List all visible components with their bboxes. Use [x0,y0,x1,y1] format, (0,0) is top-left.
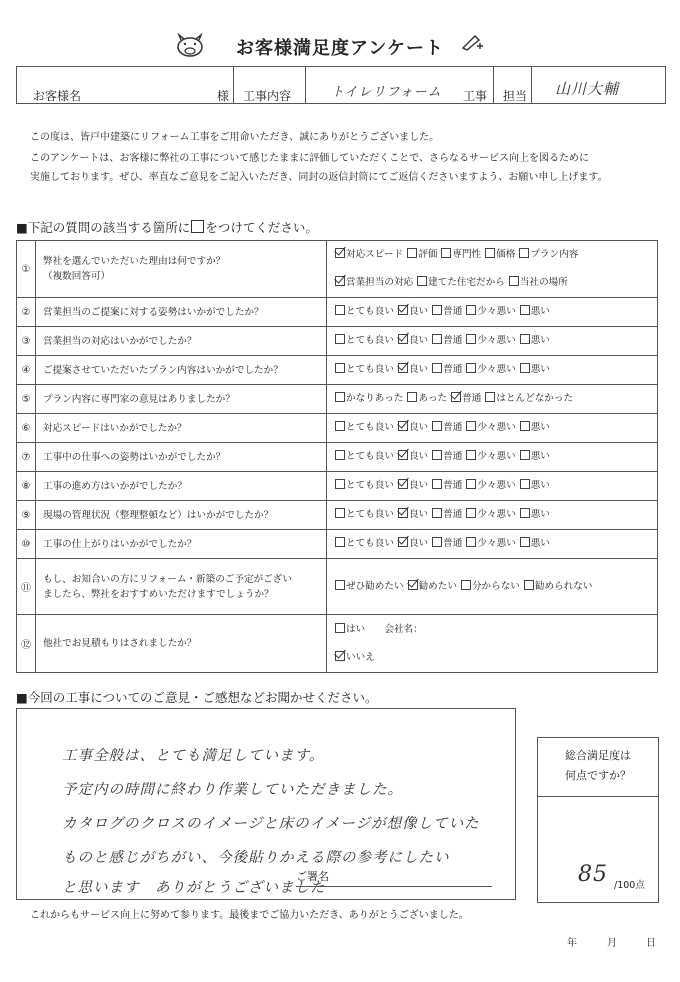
intro-line-2: このアンケートは、お客様に弊社の工事について感じたままに評価していただくことで、さらなるサービス向上を図るために [30,153,589,164]
question-row [17,298,658,327]
question-text-line: 対応スピードはいかがでしたか？ [43,422,187,434]
checkbox-icon[interactable] [466,537,476,547]
answer-option-label: 良い [408,451,429,462]
answer-option[interactable] [335,530,394,558]
date-day-label: 日 [646,938,656,949]
answer-option-label: かなりあった [346,393,404,404]
staff-label: 担当 [503,89,528,103]
checkbox-icon[interactable] [485,392,495,402]
answer-option[interactable] [432,414,462,442]
answer-option-label: 良い [408,306,429,317]
answer-option-label: 普通 [443,451,463,462]
answer-options [327,443,658,472]
checkbox-icon[interactable] [432,508,442,518]
question-text [36,385,327,414]
question-text-line: （複数回答可） [43,271,111,282]
checkbox-icon[interactable] [432,421,442,431]
answer-option[interactable] [398,356,428,384]
answer-option[interactable] [466,530,515,558]
answer-option[interactable] [335,298,394,326]
checkbox-icon[interactable] [417,276,427,286]
answer-option[interactable] [335,501,394,529]
answer-option-label: 専門性 [452,249,482,260]
answer-option[interactable] [335,356,394,384]
answer-option-label: とても良い [346,538,394,549]
answer-option-label: 普通 [443,422,463,433]
answer-option[interactable] [335,472,394,500]
answer-option[interactable] [461,573,520,601]
answer-option-label: プラン内容 [530,249,579,260]
answer-option[interactable] [466,443,515,471]
work-content-value: トイレリフォーム [331,85,442,100]
customer-name-label: お客様名 [33,89,82,103]
answer-option[interactable] [335,644,375,672]
answer-option[interactable] [466,327,515,355]
footer-thanks: これからもサービス向上に努めて参ります。最後までご協力いただき、ありがとうございました。 [30,910,469,921]
answer-options [327,356,658,385]
checkbox-icon[interactable] [466,508,476,518]
staff-name-value: 山川大輔 [555,80,620,98]
answer-option-label: 悪い [530,306,550,317]
answer-options [327,501,658,530]
checkbox-icon[interactable] [335,537,345,547]
answer-option-label: はい 会社名： [346,623,423,635]
answer-option[interactable] [509,269,568,297]
answer-option-label: 少々悪い [477,538,516,549]
checkbox-icon[interactable] [335,305,345,315]
answer-option-label: 普通 [443,538,463,549]
answer-option[interactable] [520,443,550,471]
question-row [17,414,658,443]
questions-table [16,240,658,673]
checkbox-icon[interactable] [335,479,345,489]
answer-option[interactable] [466,356,515,384]
answer-option[interactable] [451,385,481,413]
answer-option-label: いいえ [346,651,375,663]
answer-option-label: とても良い [346,306,394,317]
answer-option[interactable] [335,573,404,601]
answer-option-label: 勧められない [534,580,593,592]
checkbox-icon[interactable] [432,305,442,315]
checkbox-icon[interactable] [520,479,530,489]
checkbox-icon[interactable] [485,248,495,258]
answer-option-label: 少々悪い [477,480,516,491]
checkbox-icon[interactable] [520,334,530,344]
score-question-line-2: 何点ですか？ [565,769,631,782]
answer-option-label: 悪い [530,364,550,375]
answer-option[interactable] [335,616,423,644]
question-number: ④ [17,356,36,385]
question-row [17,530,658,559]
checkbox-icon[interactable] [432,479,442,489]
answer-option[interactable] [432,298,462,326]
answer-option[interactable] [398,443,428,471]
score-suffix: /100点 [614,880,645,891]
checked-checkbox-icon[interactable] [398,537,408,547]
checkbox-icon[interactable] [509,276,519,286]
answer-options [327,615,658,673]
question-text [36,530,327,559]
answer-option-label: 普通 [443,364,463,375]
checked-checkbox-icon[interactable] [398,479,408,489]
answer-option[interactable] [520,501,550,529]
intro-line-1: この度は、皆戸中建築にリフォーム工事をご用命いただき、誠にありがとうございました。 [30,132,440,143]
comment-line-3: カタログのクロスのイメージと床のイメージが想像していた [62,816,480,832]
question-row [17,356,658,385]
answer-option-label: はとんどなかった [496,393,574,404]
question-text [36,356,327,385]
answer-option-row [335,269,657,297]
answer-options [327,414,658,443]
question-text [36,414,327,443]
checkbox-icon[interactable] [520,508,530,518]
answer-option-row [335,443,657,471]
question-row [17,443,658,472]
answer-option[interactable] [432,327,462,355]
question-number: ⑪ [17,559,36,615]
page-title: お客様満足度アンケート [236,38,444,59]
answer-option-label: とても良い [346,480,394,491]
question-number: ⑦ [17,443,36,472]
answer-option-label: 建てた住宅だから [428,277,505,288]
answer-option-row [335,356,657,384]
checkbox-icon[interactable] [407,248,417,258]
checked-checkbox-icon[interactable] [398,363,408,373]
checkbox-icon[interactable] [466,450,476,460]
comment-line-1: 工事全般は、とても満足しています。 [62,748,325,764]
answer-option[interactable] [466,472,515,500]
answer-option-label: 少々悪い [477,451,516,462]
answer-option[interactable] [335,443,394,471]
checkbox-icon[interactable] [335,623,345,633]
checkbox-icon [191,220,204,233]
answer-options [327,472,658,501]
answer-option-label: 悪い [530,538,550,549]
answer-options [327,327,658,356]
checkbox-icon[interactable] [466,363,476,373]
answer-option-label: 良い [408,335,429,346]
answer-option-label: 普通 [443,306,463,317]
checkbox-icon[interactable] [524,580,534,590]
answer-option-row [335,573,657,601]
question-text-line: ご提案させていただいたプラン内容はいかがでしたか？ [43,364,283,376]
answer-option-label: 少々悪い [477,364,516,375]
checked-checkbox-icon[interactable] [398,334,408,344]
answer-option-label: 営業担当の対応 [346,277,414,288]
question-text [36,615,327,673]
checkbox-icon[interactable] [335,363,345,373]
answer-option-label: 良い [408,422,429,433]
checkbox-icon[interactable] [520,305,530,315]
checkbox-icon[interactable] [335,334,345,344]
checkbox-icon[interactable] [466,479,476,489]
comment-line-4: ものと感じがちがい、今後貼りかえる際の参考にしたい [62,850,450,866]
answer-option[interactable] [520,530,550,558]
checkbox-icon[interactable] [519,248,529,258]
section-heading-questions [16,218,318,236]
checked-checkbox-icon[interactable] [398,305,408,315]
answer-option[interactable] [398,327,428,355]
answer-option-label: とても良い [346,451,394,462]
checkbox-icon[interactable] [520,363,530,373]
pencil-doodle-icon [460,32,486,52]
answer-option-label: ぜひ勧めたい [346,580,404,592]
work-suffix-label: 工事 [463,89,488,103]
checked-checkbox-icon[interactable] [398,450,408,460]
checkbox-icon[interactable] [461,580,471,590]
answer-option-label: 悪い [530,480,550,491]
comment-box [16,708,516,900]
date-year-label: 年 [567,938,577,949]
question-row [17,241,658,298]
answer-option[interactable] [335,327,394,355]
answer-option[interactable] [432,472,462,500]
answer-option-label: 普通 [443,335,463,346]
comment-line-5: と思います ありがとうございました [62,880,326,896]
answer-options [327,385,658,414]
answer-option[interactable] [335,269,413,297]
answer-option[interactable] [335,241,403,269]
answer-option-label: とても良い [346,509,394,520]
checkbox-icon[interactable] [520,537,530,547]
checked-checkbox-icon[interactable] [408,580,418,590]
sama-label: 様 [217,89,230,103]
answer-option[interactable] [524,573,593,601]
date-month-label: 月 [607,938,617,949]
answer-option[interactable] [520,327,550,355]
question-text [36,241,327,298]
question-number: ③ [17,327,36,356]
question-text [36,327,327,356]
score-question-line-1: 総合満足度は [565,749,631,762]
answer-option-label: とても良い [346,335,394,346]
question-text-line: 営業担当の対応はいかがでしたか？ [43,335,197,347]
question-text-line: 工事の進め方はいかがでしたか？ [43,480,187,492]
answer-option-label: 少々悪い [477,335,516,346]
signature-label: ご署名 [296,870,329,883]
question-text-line: 工事中の仕事への姿勢はいかがでしたか？ [43,451,226,463]
answer-option-row [335,327,657,355]
answer-option-label: 少々悪い [477,509,516,520]
question-text-line: 他社でお見積もりはされましたか？ [43,638,197,649]
answer-option[interactable] [417,269,505,297]
answer-option[interactable] [335,385,403,413]
checkbox-icon[interactable] [466,334,476,344]
answer-option[interactable] [466,414,515,442]
answer-option[interactable] [398,298,428,326]
question-text-line: 工事の仕上がりはいかがでしたか？ [43,538,197,550]
checked-checkbox-icon[interactable] [335,651,345,661]
checkbox-icon[interactable] [407,392,417,402]
answer-option[interactable] [466,501,515,529]
intro-line-3: 実施しております。ぜひ、率直なご意見をご記入いただき、同封の返信封筒にてご返信くださいますよう、お願い申し上げます。 [30,172,608,183]
customer-info-header [16,66,666,104]
checked-checkbox-icon[interactable] [335,248,345,258]
answer-option[interactable] [432,501,462,529]
answer-option-label: 少々悪い [477,422,516,433]
checked-checkbox-icon[interactable] [451,392,461,402]
answer-option-row [335,298,657,326]
answer-option[interactable] [408,573,457,601]
answer-options [327,298,658,327]
question-number: ⑨ [17,501,36,530]
answer-option-label: 価格 [496,249,516,260]
answer-option[interactable] [520,414,550,442]
checkbox-icon[interactable] [520,450,530,460]
answer-options [327,559,658,615]
question-row [17,472,658,501]
question-text-line: プラン内容に専門家の意見はありましたか？ [43,393,235,405]
question-number: ② [17,298,36,327]
checkbox-icon[interactable] [335,508,345,518]
answer-option-label: 普通 [443,509,463,520]
checked-checkbox-icon[interactable] [335,276,345,286]
checked-checkbox-icon[interactable] [398,508,408,518]
question-number: ⑤ [17,385,36,414]
checkbox-icon[interactable] [432,537,442,547]
question-number: ① [17,241,36,298]
question-row [17,327,658,356]
question-number: ⑥ [17,414,36,443]
answer-option-row [335,644,657,672]
answer-option[interactable] [520,472,550,500]
answer-option-row [335,472,657,500]
answer-option[interactable] [466,298,515,326]
question-row [17,559,658,615]
question-text [36,472,327,501]
checkbox-icon[interactable] [466,421,476,431]
answer-option-label: 良い [408,480,429,491]
answer-option[interactable] [407,385,447,413]
question-text-line: 現場の管理状況（整理整頓など）はいかがでしたか？ [43,509,274,521]
checkbox-icon[interactable] [335,580,345,590]
answer-option[interactable] [432,356,462,384]
answer-option[interactable] [432,530,462,558]
checkbox-icon[interactable] [335,392,345,402]
checkbox-icon[interactable] [432,363,442,373]
question-text-line: 営業担当のご提案に対する姿勢はいかがでしたか？ [43,306,264,318]
checkbox-icon[interactable] [432,450,442,460]
answer-option[interactable] [398,472,428,500]
answer-option-row [335,501,657,529]
checkbox-icon[interactable] [335,450,345,460]
answer-option-label: あった [418,393,448,404]
answer-option[interactable] [398,414,428,442]
answer-option[interactable] [441,241,481,269]
answer-option[interactable] [520,356,550,384]
comment-line-2: 予定内の時間に終わり作業していただきました。 [62,782,403,798]
answer-option[interactable] [485,241,515,269]
answer-option[interactable] [520,298,550,326]
answer-option[interactable] [485,385,573,413]
question-text-line: ましたら、弊社をおすすめいただけますでしょうか？ [43,588,274,600]
question-text [36,559,327,615]
section-heading-suffix: をつけてください。 [205,220,318,235]
question-text [36,501,327,530]
checkbox-icon[interactable] [520,421,530,431]
answer-option-label: 評価 [418,249,438,260]
answer-option-label: 普通 [462,393,482,404]
answer-option-label: 普通 [443,480,463,491]
section-heading-comments: ■今回の工事についてのご意見・ご感想などお聞かせください。 [16,690,378,705]
answer-option[interactable] [398,501,428,529]
answer-option-label: 当社の場所 [519,277,568,288]
question-text [36,443,327,472]
answer-option-label: 良い [408,364,429,375]
answer-option-label: 分からない [471,580,520,592]
answer-options [327,241,658,298]
answer-option-label: 悪い [530,422,550,433]
answer-option[interactable] [519,241,578,269]
answer-option[interactable] [335,414,394,442]
answer-option[interactable] [398,530,428,558]
question-number: ⑩ [17,530,36,559]
answer-option-row [335,616,657,644]
answer-option-label: 対応スピード [346,249,404,260]
answer-option-label: 勧めたい [418,580,457,592]
question-number: ⑧ [17,472,36,501]
checkbox-icon[interactable] [432,334,442,344]
work-content-label: 工事内容 [243,89,292,103]
question-row [17,385,658,414]
score-value: 85 [578,862,608,887]
answer-option[interactable] [432,443,462,471]
answer-option-label: 悪い [530,335,550,346]
checkbox-icon[interactable] [441,248,451,258]
answer-option-row [335,530,657,558]
answer-option-label: 良い [408,509,429,520]
answer-option[interactable] [407,241,437,269]
answer-option-row [335,414,657,442]
section-heading-prefix: ■下記の質問の該当する箇所に [16,220,191,235]
answer-option-row [335,241,657,269]
answer-option-label: とても良い [346,364,394,375]
answer-options [327,530,658,559]
question-row [17,501,658,530]
question-text [36,298,327,327]
answer-option-label: 良い [408,538,429,549]
question-text-line: もし、お知合いの方にリフォーム・新築のご予定がござい [43,573,292,585]
checkbox-icon[interactable] [466,305,476,315]
question-text-line: 弊社を選んでいただいた理由は何ですか？ [43,256,226,267]
checkbox-icon[interactable] [335,421,345,431]
answer-option-label: 少々悪い [477,306,516,317]
answer-option-label: 悪い [530,509,550,520]
question-row [17,615,658,673]
answer-option-row [335,385,657,413]
answer-option-label: とても良い [346,422,394,433]
question-number: ⑫ [17,615,36,673]
checked-checkbox-icon[interactable] [398,421,408,431]
answer-option-label: 悪い [530,451,550,462]
signature-line [296,886,492,887]
